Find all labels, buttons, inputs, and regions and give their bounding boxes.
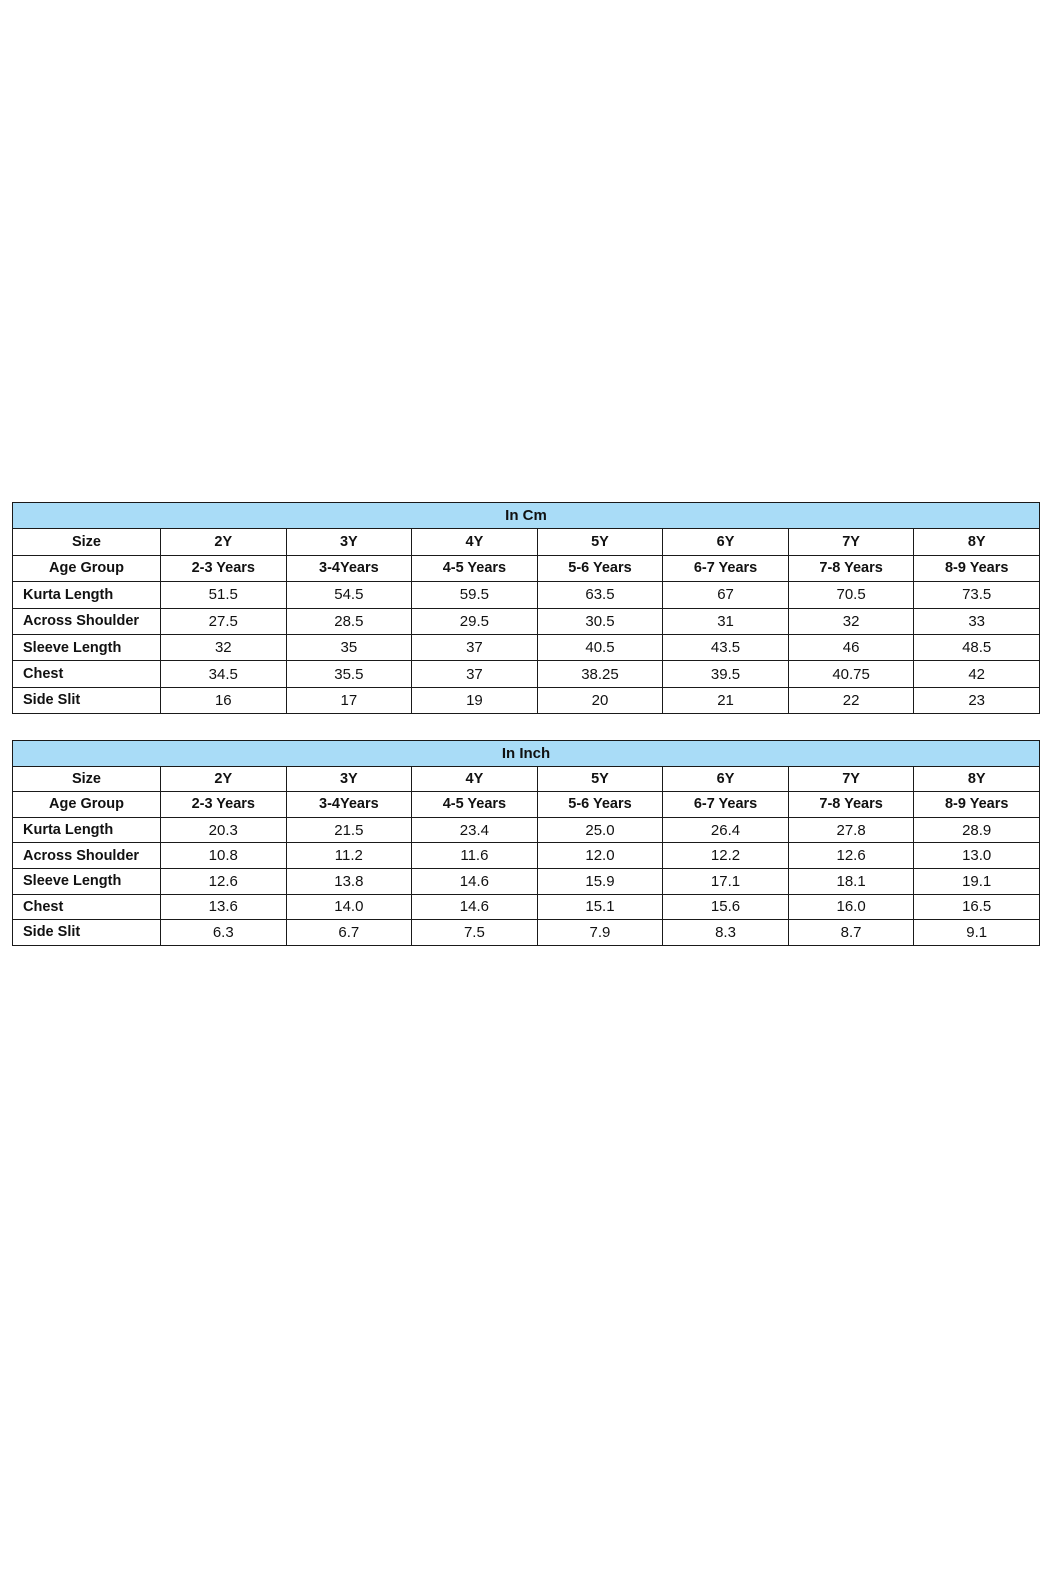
row-label: Sleeve Length — [13, 634, 161, 660]
size-cell: 6Y — [663, 529, 789, 555]
row-label: Across Shoulder — [13, 608, 161, 634]
size-row — [13, 766, 1040, 792]
value-cell: 38.25 — [537, 661, 663, 687]
size-cell: 3Y — [286, 529, 412, 555]
value-cell: 19.1 — [914, 868, 1040, 894]
row-label: Chest — [13, 661, 161, 687]
age-cell: 3-4Years — [286, 792, 412, 818]
value-cell: 34.5 — [161, 661, 287, 687]
value-cell: 28.5 — [286, 608, 412, 634]
value-cell: 32 — [788, 608, 914, 634]
value-cell: 7.5 — [412, 920, 538, 946]
table-row — [13, 661, 1040, 687]
age-cell: 7-8 Years — [788, 555, 914, 581]
value-cell: 16.0 — [788, 894, 914, 920]
value-cell: 26.4 — [663, 817, 789, 843]
value-cell: 28.9 — [914, 817, 1040, 843]
value-cell: 15.1 — [537, 894, 663, 920]
table-row — [13, 634, 1040, 660]
age-cell: 5-6 Years — [537, 555, 663, 581]
age-cell: 8-9 Years — [914, 555, 1040, 581]
value-cell: 31 — [663, 608, 789, 634]
table-title: In Cm — [13, 503, 1040, 529]
value-cell: 27.8 — [788, 817, 914, 843]
size-label: Size — [13, 529, 161, 555]
table-row — [13, 687, 1040, 713]
value-cell: 21 — [663, 687, 789, 713]
value-cell: 20 — [537, 687, 663, 713]
size-cell: 4Y — [412, 766, 538, 792]
row-label: Chest — [13, 894, 161, 920]
value-cell: 9.1 — [914, 920, 1040, 946]
age-cell: 6-7 Years — [663, 792, 789, 818]
value-cell: 30.5 — [537, 608, 663, 634]
size-cell: 8Y — [914, 766, 1040, 792]
size-cell: 5Y — [537, 766, 663, 792]
table-row — [13, 582, 1040, 608]
value-cell: 11.2 — [286, 843, 412, 869]
value-cell: 14.6 — [412, 894, 538, 920]
value-cell: 19 — [412, 687, 538, 713]
size-cell: 2Y — [161, 766, 287, 792]
age-cell: 4-5 Years — [412, 792, 538, 818]
value-cell: 12.6 — [161, 868, 287, 894]
value-cell: 67 — [663, 582, 789, 608]
size-cell: 8Y — [914, 529, 1040, 555]
value-cell: 48.5 — [914, 634, 1040, 660]
value-cell: 13.0 — [914, 843, 1040, 869]
age-cell: 3-4Years — [286, 555, 412, 581]
size-cell: 7Y — [788, 529, 914, 555]
age-group-label: Age Group — [13, 792, 161, 818]
row-label: Across Shoulder — [13, 843, 161, 869]
value-cell: 33 — [914, 608, 1040, 634]
value-cell: 7.9 — [537, 920, 663, 946]
value-cell: 35 — [286, 634, 412, 660]
size-cell: 7Y — [788, 766, 914, 792]
row-label: Side Slit — [13, 687, 161, 713]
value-cell: 59.5 — [412, 582, 538, 608]
age-cell: 7-8 Years — [788, 792, 914, 818]
value-cell: 63.5 — [537, 582, 663, 608]
value-cell: 23 — [914, 687, 1040, 713]
value-cell: 21.5 — [286, 817, 412, 843]
value-cell: 32 — [161, 634, 287, 660]
size-row — [13, 529, 1040, 555]
age-cell: 2-3 Years — [161, 555, 287, 581]
table-row — [13, 920, 1040, 946]
value-cell: 39.5 — [663, 661, 789, 687]
table-row — [13, 894, 1040, 920]
value-cell: 14.0 — [286, 894, 412, 920]
value-cell: 12.0 — [537, 843, 663, 869]
size-cell: 6Y — [663, 766, 789, 792]
age-group-label: Age Group — [13, 555, 161, 581]
value-cell: 15.6 — [663, 894, 789, 920]
table-row — [13, 608, 1040, 634]
value-cell: 46 — [788, 634, 914, 660]
table-row — [13, 868, 1040, 894]
value-cell: 40.5 — [537, 634, 663, 660]
table-row — [13, 817, 1040, 843]
size-cell: 2Y — [161, 529, 287, 555]
value-cell: 12.2 — [663, 843, 789, 869]
value-cell: 11.6 — [412, 843, 538, 869]
value-cell: 8.3 — [663, 920, 789, 946]
value-cell: 23.4 — [412, 817, 538, 843]
row-label: Kurta Length — [13, 582, 161, 608]
value-cell: 22 — [788, 687, 914, 713]
value-cell: 13.6 — [161, 894, 287, 920]
value-cell: 16.5 — [914, 894, 1040, 920]
value-cell: 29.5 — [412, 608, 538, 634]
value-cell: 73.5 — [914, 582, 1040, 608]
size-chart-inch — [12, 740, 1040, 946]
value-cell: 17.1 — [663, 868, 789, 894]
size-cell: 5Y — [537, 529, 663, 555]
age-cell: 2-3 Years — [161, 792, 287, 818]
age-cell: 5-6 Years — [537, 792, 663, 818]
value-cell: 25.0 — [537, 817, 663, 843]
value-cell: 51.5 — [161, 582, 287, 608]
value-cell: 15.9 — [537, 868, 663, 894]
size-cell: 3Y — [286, 766, 412, 792]
age-group-row — [13, 792, 1040, 818]
value-cell: 17 — [286, 687, 412, 713]
row-label: Kurta Length — [13, 817, 161, 843]
value-cell: 14.6 — [412, 868, 538, 894]
value-cell: 6.3 — [161, 920, 287, 946]
table-title: In Inch — [13, 741, 1040, 767]
size-chart-cm — [12, 502, 1040, 714]
value-cell: 35.5 — [286, 661, 412, 687]
value-cell: 8.7 — [788, 920, 914, 946]
value-cell: 54.5 — [286, 582, 412, 608]
age-cell: 4-5 Years — [412, 555, 538, 581]
value-cell: 10.8 — [161, 843, 287, 869]
row-label: Sleeve Length — [13, 868, 161, 894]
value-cell: 42 — [914, 661, 1040, 687]
value-cell: 70.5 — [788, 582, 914, 608]
value-cell: 13.8 — [286, 868, 412, 894]
value-cell: 6.7 — [286, 920, 412, 946]
table-row — [13, 843, 1040, 869]
value-cell: 43.5 — [663, 634, 789, 660]
value-cell: 37 — [412, 661, 538, 687]
value-cell: 12.6 — [788, 843, 914, 869]
age-cell: 8-9 Years — [914, 792, 1040, 818]
value-cell: 37 — [412, 634, 538, 660]
age-cell: 6-7 Years — [663, 555, 789, 581]
row-label: Side Slit — [13, 920, 161, 946]
value-cell: 27.5 — [161, 608, 287, 634]
value-cell: 40.75 — [788, 661, 914, 687]
value-cell: 20.3 — [161, 817, 287, 843]
size-cell: 4Y — [412, 529, 538, 555]
value-cell: 16 — [161, 687, 287, 713]
size-label: Size — [13, 766, 161, 792]
age-group-row — [13, 555, 1040, 581]
value-cell: 18.1 — [788, 868, 914, 894]
